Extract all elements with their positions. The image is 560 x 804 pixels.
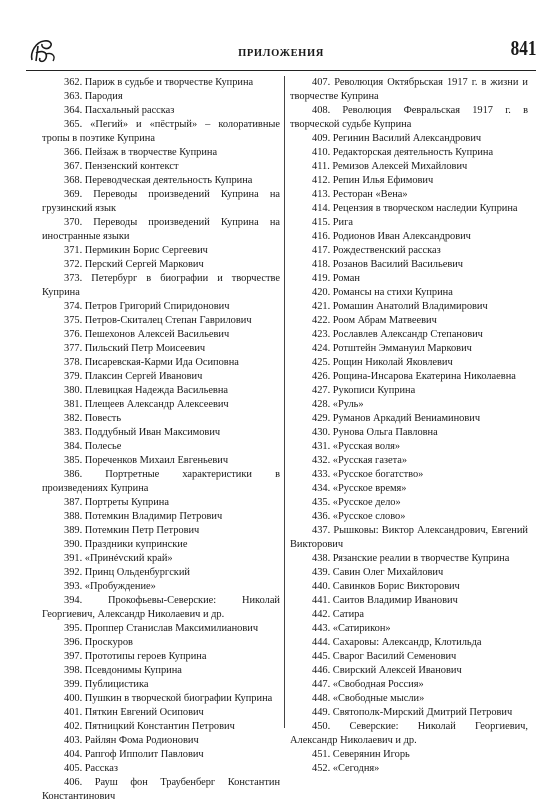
index-entry: 451. Северянин Игорь xyxy=(312,749,410,760)
index-entry: 417. Рождественский рассказ xyxy=(312,245,441,256)
index-entry: 429. Руманов Аркадий Вениаминович xyxy=(312,413,481,424)
index-entry: 376. Пешехонов Алексей Васильевич xyxy=(64,329,230,340)
index-entry: 364. Пасхальный рассказ xyxy=(64,105,175,116)
index-entry: 447. «Свободная Россия» xyxy=(312,679,424,690)
index-entry: 378. Писаревская-Карми Ида Осиповна xyxy=(64,357,239,368)
index-entry: 391. «Принévский край» xyxy=(64,553,173,564)
column-divider xyxy=(284,76,285,728)
index-entry: 444. Сахаровы: Александр, Клотильда xyxy=(312,637,482,648)
index-entry: 390. Праздники купринские xyxy=(64,539,188,550)
index-entry: 368. Переводческая деятельность Куприна xyxy=(64,175,253,186)
page-number: 841 xyxy=(510,36,536,60)
index-entry: 362. Париж в судьбе и творчестве Куприна xyxy=(64,77,254,88)
index-entry: 372. Перский Сергей Маркович xyxy=(64,259,204,270)
index-entry: 386. Портретные характеристики в произведениях Куприна xyxy=(42,469,280,494)
index-entry: 410. Редакторская деятельность Куприна xyxy=(312,147,494,158)
index-entry: 380. Плевицкая Надежда Васильевна xyxy=(64,385,229,396)
index-entry: 434. «Русское время» xyxy=(312,483,407,494)
index-entry: 441. Саитов Владимир Иванович xyxy=(312,595,458,606)
index-entry: 413. Ресторан «Вена» xyxy=(312,189,408,200)
index-entry: 402. Пятницкий Константин Петрович xyxy=(64,721,235,732)
index-entry: 400. Пушкин в творческой биографии Куприна xyxy=(64,693,273,704)
index-entry: 424. Ротштейн Эммануил Маркович xyxy=(312,343,472,354)
index-entry: 421. Ромашин Анатолий Владимирович xyxy=(312,301,488,312)
index-entry: 406. Рауш фон Траубенберг Константин Константинович xyxy=(42,777,280,802)
index-entry: 437. Рышковы: Виктор Александрович, Евгений Викторович xyxy=(290,525,528,550)
index-entry: 433. «Русское богатство» xyxy=(312,469,424,480)
index-entry: 440. Савинков Борис Викторович xyxy=(312,581,460,592)
index-entry: 449. Святополк-Мирский Дмитрий Петрович xyxy=(312,707,513,718)
index-entry: 418. Розанов Василий Васильевич xyxy=(312,259,464,270)
index-entry: 428. «Руль» xyxy=(312,399,364,410)
index-entry: 407. Революция Октябрьская 1917 г. в жизни и творчестве Куприна xyxy=(290,77,528,102)
index-column-right xyxy=(290,76,528,774)
index-entry: 370. Переводы произведений Куприна на иностранные языки xyxy=(42,217,280,242)
index-entry: 439. Савин Олег Михайлович xyxy=(312,567,444,578)
index-entry: 420. Романсы на стихи Куприна xyxy=(312,287,453,298)
index-entry: 416. Родионов Иван Александрович xyxy=(312,231,471,242)
index-entry: 396. Проскуров xyxy=(64,637,133,648)
index-entry: 385. Пореченков Михаил Евгеньевич xyxy=(64,455,229,466)
index-entry: 381. Плещеев Александр Алексеевич xyxy=(64,399,229,410)
index-entry: 409. Регинин Василий Александрович xyxy=(312,133,482,144)
index-entry: 367. Пензенский контекст xyxy=(64,161,179,172)
index-entry: 408. Революция Февральская 1917 г. в творческой судьбе Куприна xyxy=(290,105,528,130)
index-entry: 374. Петров Григорий Спиридонович xyxy=(64,301,230,312)
index-entry: 452. «Сегодня» xyxy=(312,763,380,774)
index-entry: 446. Свирский Алексей Иванович xyxy=(312,665,462,676)
index-entry: 388. Потемкин Владимир Петрович xyxy=(64,511,223,522)
index-entry: 450. Северские: Николай Георгиевич, Александр Николаевич и др. xyxy=(290,721,528,746)
index-entry: 371. Пермикин Борис Сергеевич xyxy=(64,245,208,256)
index-column-left xyxy=(42,76,280,802)
index-entry: 366. Пейзаж в творчестве Куприна xyxy=(64,147,218,158)
index-entry: 401. Пяткин Евгений Осипович xyxy=(64,707,204,718)
index-entry: 422. Роом Абрам Матвеевич xyxy=(312,315,437,326)
index-entry: 411. Ремизов Алексей Михайлович xyxy=(312,161,468,172)
index-entry: 398. Псевдонимы Куприна xyxy=(64,665,182,676)
index-entry: 363. Пародия xyxy=(64,91,123,102)
index-entry: 373. Петербург в биографии и творчестве Куприна xyxy=(42,273,280,298)
index-entry: 414. Рецензия в творческом наследии Куприна xyxy=(312,203,518,214)
index-entry: 387. Портреты Куприна xyxy=(64,497,169,508)
index-entry: 438. Рязанские реалии в творчестве Куприна xyxy=(312,553,510,564)
index-entry: 377. Пильский Петр Моисеевич xyxy=(64,343,206,354)
index-entry: 436. «Русское слово» xyxy=(312,511,406,522)
index-entry: 442. Сатира xyxy=(312,609,364,620)
index-entry: 365. «Пегий» и «пёстрый» – колоративные тропы в поэтике Куприна xyxy=(42,119,280,144)
index-entry: 448. «Свободные мысли» xyxy=(312,693,425,704)
index-entry: 445. Сварог Василий Семенович xyxy=(312,651,457,662)
index-entry: 379. Плаксин Сергей Иванович xyxy=(64,371,203,382)
index-entry: 405. Рассказ xyxy=(64,763,119,774)
section-title: ПРИЛОЖЕНИЯ xyxy=(238,48,324,59)
index-entry: 425. Рощин Николай Яковлевич xyxy=(312,357,453,368)
index-entry: 382. Повесть xyxy=(64,413,122,424)
index-entry: 369. Переводы произведений Куприна на грузинский язык xyxy=(42,189,280,214)
index-entry: 443. «Сатирикон» xyxy=(312,623,391,634)
index-entry: 427. Рукописи Куприна xyxy=(312,385,416,396)
index-entry: 399. Публицистика xyxy=(64,679,149,690)
index-entry: 430. Рунова Ольга Павловна xyxy=(312,427,438,438)
index-entry: 397. Прототипы героев Куприна xyxy=(64,651,207,662)
index-entry: 392. Принц Ольденбургский xyxy=(64,567,190,578)
index-entry: 395. Проппер Станислав Максимилианович xyxy=(64,623,259,634)
index-entry: 419. Роман xyxy=(312,273,360,284)
index-entry: 431. «Русская воля» xyxy=(312,441,401,452)
index-entry: 389. Потемкин Петр Петрович xyxy=(64,525,200,536)
index-entry: 426. Рощина-Инсарова Екатерина Николаевна xyxy=(312,371,516,382)
header-rule xyxy=(26,70,536,71)
index-entry: 375. Петров-Скиталец Степан Гаврилович xyxy=(64,315,252,326)
index-entry: 404. Рапгоф Ипполит Павлович xyxy=(64,749,204,760)
index-entry: 393. «Пробуждение» xyxy=(64,581,156,592)
index-entry: 384. Полесье xyxy=(64,441,122,452)
index-entry: 403. Райлян Фома Родионович xyxy=(64,735,199,746)
index-entry: 415. Рига xyxy=(312,217,353,228)
index-entry: 435. «Русское дело» xyxy=(312,497,401,508)
index-entry: 383. Поддубный Иван Максимович xyxy=(64,427,221,438)
index-entry: 432. «Русская газета» xyxy=(312,455,408,466)
index-entry: 394. Прокофьевы-Северские: Николай Георгиевич, Александр Николаевич и др. xyxy=(42,595,280,620)
index-entry: 412. Репин Илья Ефимович xyxy=(312,175,434,186)
page-header xyxy=(26,34,536,68)
index-entry: 423. Рославлев Александр Степанович xyxy=(312,329,483,340)
